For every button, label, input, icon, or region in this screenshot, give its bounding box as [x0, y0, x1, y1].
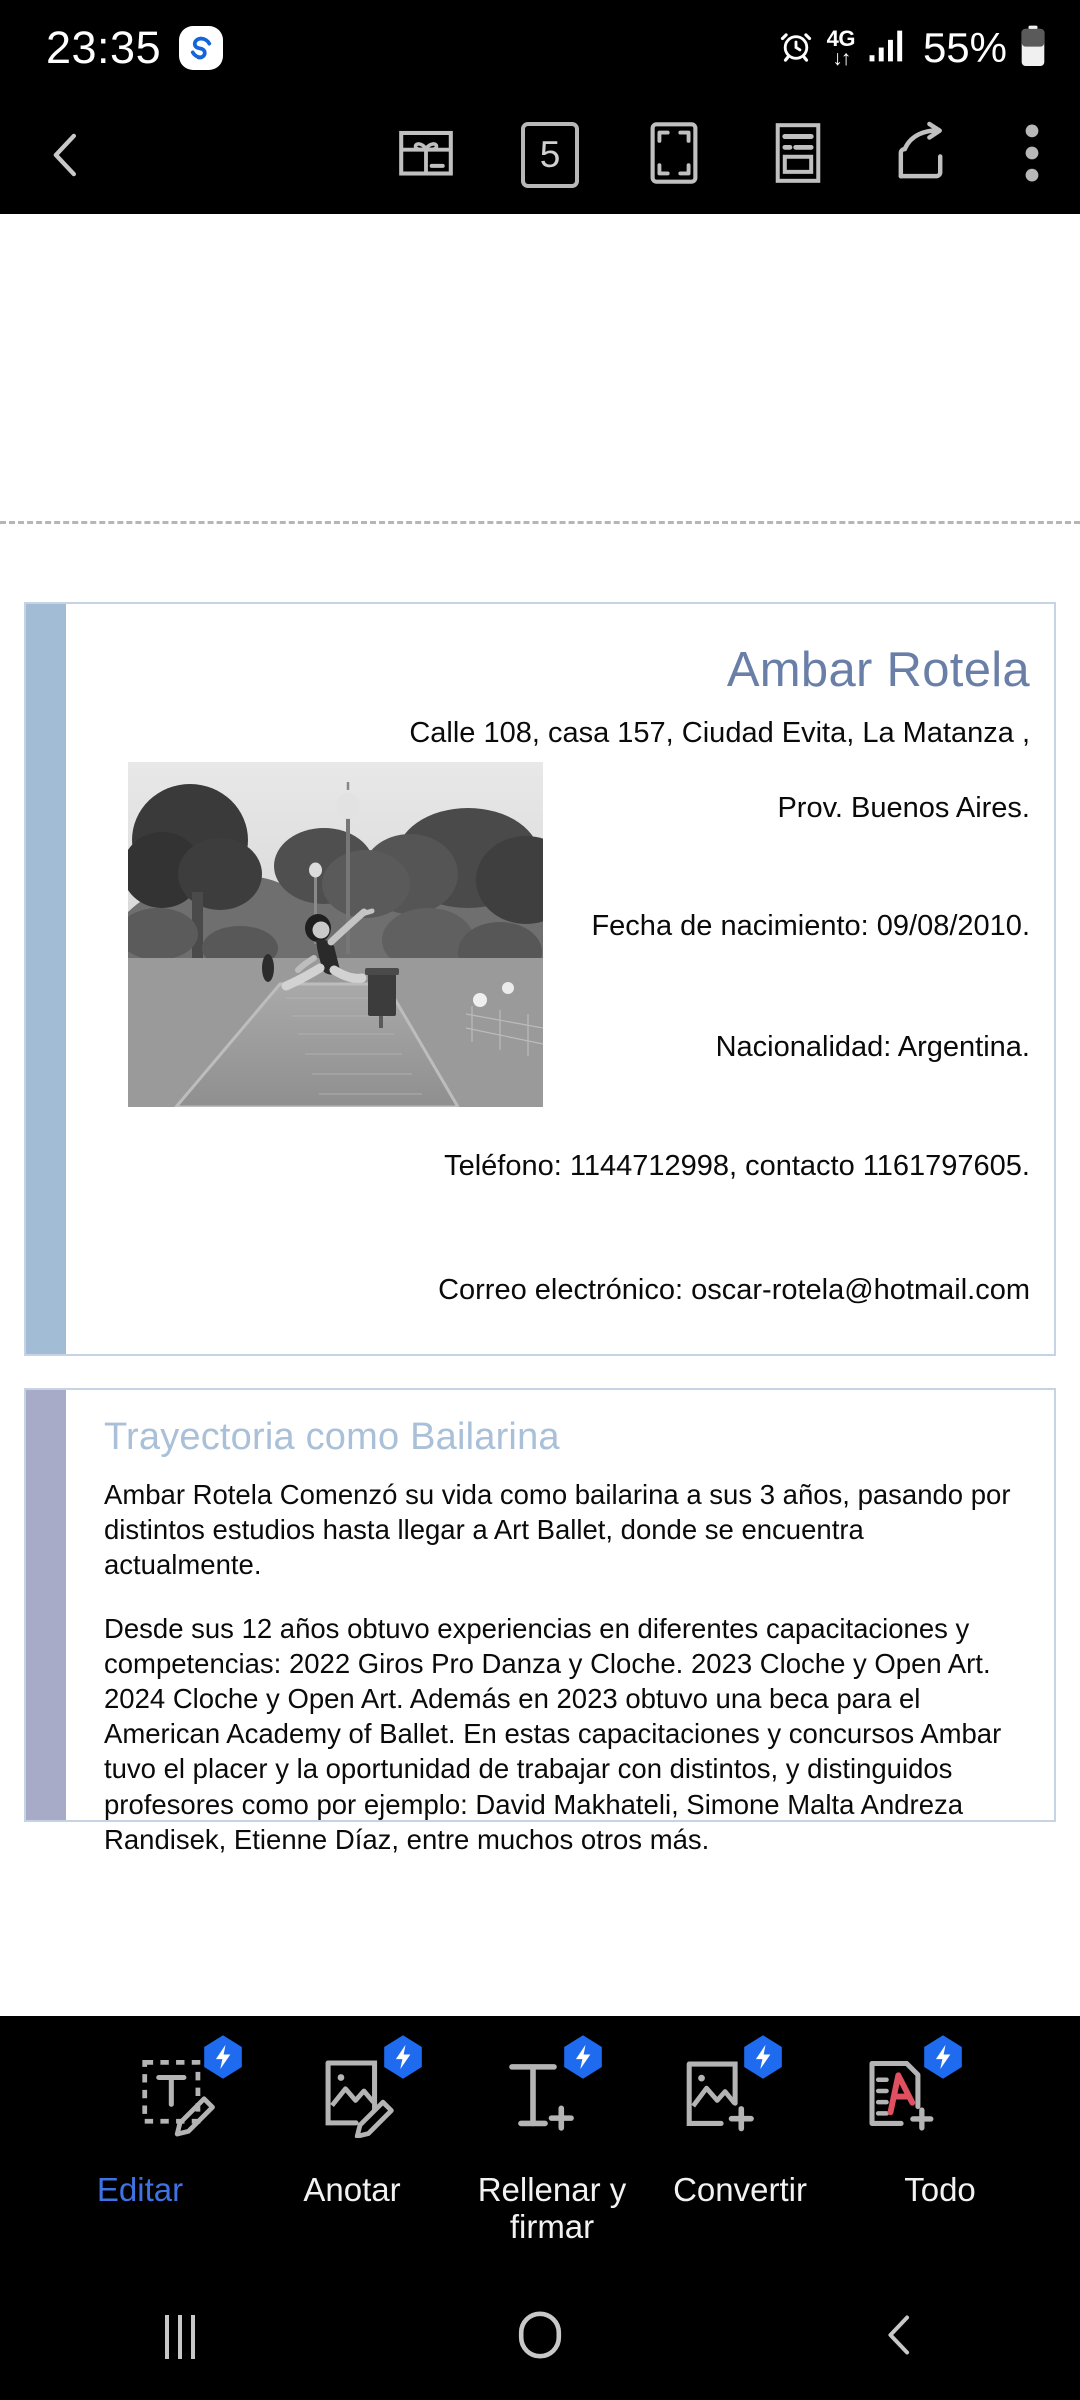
add-signature-tool[interactable]	[842, 2040, 958, 2156]
toolbar-benefits-button[interactable]	[364, 96, 488, 214]
contact-line-address2: Prov. Buenos Aires.	[777, 792, 1030, 825]
profile-card-body	[66, 604, 1054, 1354]
tab-convertir[interactable]: Convertir	[673, 2171, 807, 2208]
page-separator-top	[0, 521, 1080, 524]
nav-recents-button[interactable]	[80, 2274, 280, 2400]
status-bar-right	[778, 24, 1046, 72]
toolbar-outline-button[interactable]	[736, 96, 860, 214]
tab-todo[interactable]: Todo	[904, 2171, 976, 2208]
contact-line-address1: Calle 108, casa 157, Ciudad Evita, La Matanza ,	[409, 717, 1030, 749]
contact-line-phone: Teléfono: 1144712998, contacto 1161797605.	[444, 1150, 1030, 1183]
back-chevron-icon	[875, 2310, 925, 2365]
lightning-bolt-badge	[742, 2034, 784, 2080]
mode-tab-bar	[0, 2164, 1080, 2274]
status-bar-left	[46, 22, 223, 74]
refresh-sync-icon	[179, 26, 223, 70]
section-heading-career: Trayectoria como Bailarina	[104, 1416, 560, 1458]
profile-accent-bar	[26, 604, 66, 1354]
overflow-menu-icon	[1024, 122, 1040, 189]
contact-line-birthdate: Fecha de nacimiento: 09/08/2010.	[591, 909, 1030, 942]
tab-anotar[interactable]: Anotar	[303, 2171, 401, 2208]
bottom-panel	[0, 2016, 1080, 2400]
career-card[interactable]	[24, 1388, 1056, 1855]
toolbar-more-button[interactable]	[984, 96, 1080, 214]
page-title: Ambar Rotela	[726, 643, 1030, 697]
page-number-badge: 5	[521, 122, 579, 188]
lightning-bolt-badge	[922, 2034, 964, 2080]
fit-to-screen-icon	[645, 119, 703, 192]
share-icon	[890, 121, 954, 190]
document-outline-icon	[770, 120, 826, 191]
signal-bars-icon	[868, 29, 908, 68]
lightning-bolt-badge	[382, 2034, 424, 2080]
gift-box-icon	[395, 122, 457, 189]
add-image-tool[interactable]	[662, 2040, 778, 2156]
alarm-clock-icon	[778, 28, 814, 69]
battery-icon	[1020, 25, 1046, 72]
edit-text-tool[interactable]	[122, 2040, 238, 2156]
status-clock: 23:35	[46, 22, 162, 73]
nav-back-button[interactable]	[800, 2274, 1000, 2400]
tab-editar[interactable]: Editar	[96, 2171, 184, 2208]
toolbar-fit-screen-button[interactable]	[612, 96, 736, 214]
nav-home-button[interactable]	[440, 2274, 640, 2400]
document-viewport[interactable]	[0, 214, 1080, 2016]
document-toolbar	[0, 96, 1080, 214]
career-paragraph-2: Desde sus 12 años obtuvo experiencias en diferentes capacitaciones y competencias: 2022 Giros Pro Danza y Cloche. 2023 Cloche y Open Art. 2024 Cloche y Open Art. Además en 2023 obtuvo una beca para el American Academy of Ballet. En estas capacitaciones y concursos Ambar tuvo el placer y la oportunidad de trabajar con distintos, y distinguidos profesores como por ejemplo: David Makhateli, Simone Malta Andreza Randisek, Etienne Díaz, entre muchos otros más.	[104, 1612, 1002, 1855]
edit-image-tool[interactable]	[302, 2040, 418, 2156]
toolbar-back-button[interactable]	[0, 96, 132, 214]
lightning-bolt-badge	[202, 2034, 244, 2080]
recents-icon	[165, 2315, 195, 2359]
lightning-bolt-badge	[562, 2034, 604, 2080]
career-card-body	[66, 1390, 1054, 1855]
home-icon	[514, 2309, 566, 2366]
status-bar	[0, 0, 1080, 96]
contact-line-nationality: Nacionalidad: Argentina.	[715, 1030, 1030, 1063]
toolbar-share-button[interactable]	[860, 96, 984, 214]
career-accent-bar	[26, 1390, 66, 1820]
contact-line-email: Correo electrónico: oscar-rotela@hotmail.com	[438, 1273, 1030, 1306]
edit-tool-row	[0, 2016, 1080, 2164]
tab-rellenar-y-firmar[interactable]: Rellenar y firmar	[477, 2171, 627, 2245]
career-paragraph-1: Ambar Rotela Comenzó su vida como bailarina a sus 3 años, pasando por distintos estudios hasta llegar a Art Ballet, donde se encuentra actualmente.	[104, 1479, 1011, 1581]
add-text-tool[interactable]	[482, 2040, 598, 2156]
profile-card[interactable]	[24, 602, 1056, 1356]
contact-details	[70, 718, 1030, 1306]
android-navigation-bar	[0, 2274, 1080, 2400]
toolbar-page-number-button[interactable]	[488, 96, 612, 214]
battery-percent-label: 55%	[922, 24, 1007, 71]
network-type-indicator: 4G ↓↑	[826, 25, 855, 70]
